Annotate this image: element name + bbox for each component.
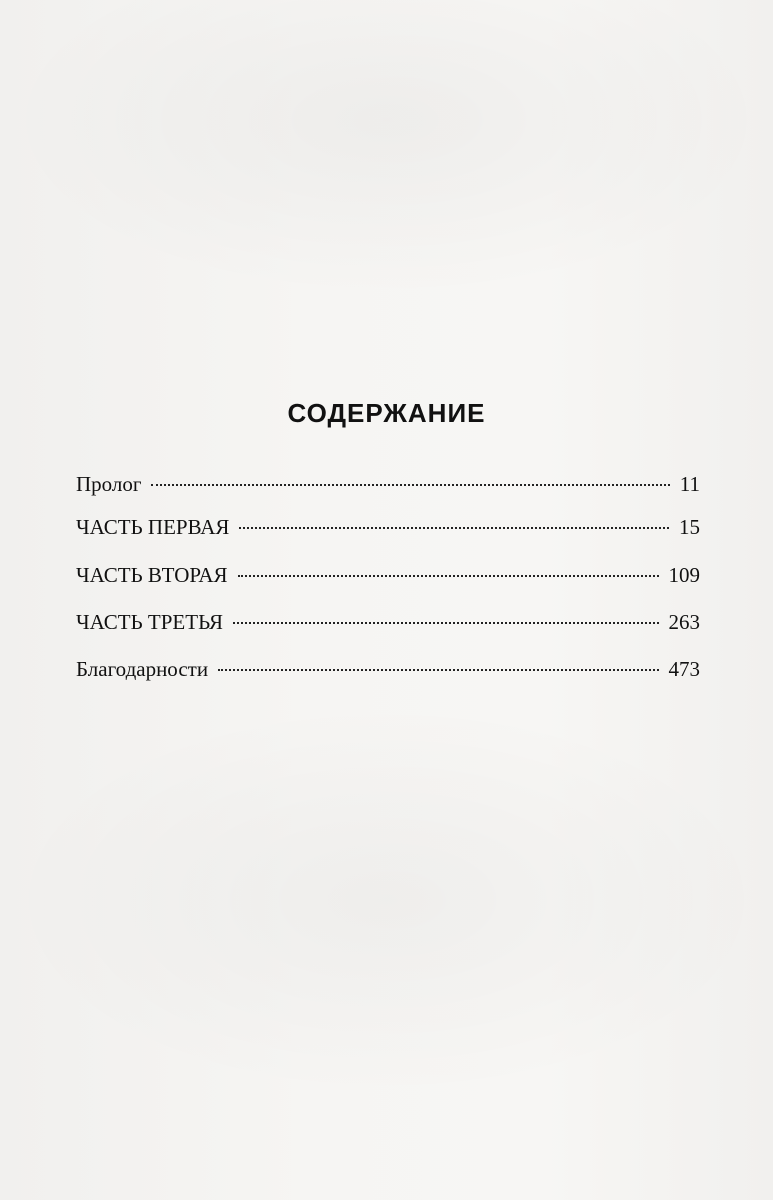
toc-entry-part-two	[76, 563, 700, 588]
dot-leader	[218, 669, 658, 671]
toc-entry-prologue	[76, 472, 700, 497]
bleed-through-top	[0, 0, 773, 300]
dot-leader	[151, 484, 669, 486]
toc-entry-page: 11	[679, 472, 700, 496]
toc-entry-label: Пролог	[76, 472, 142, 496]
dot-leader	[238, 575, 659, 577]
toc-entry-page: 473	[668, 657, 700, 681]
dot-leader	[239, 527, 669, 529]
toc-entry-part-three	[76, 610, 700, 635]
toc-entry-label: ЧАСТЬ ПЕРВАЯ	[76, 515, 230, 539]
toc-entry-acknowledgements	[76, 657, 700, 682]
dot-leader	[233, 622, 658, 624]
toc-entry-part-one	[76, 515, 700, 540]
toc-entry-page: 15	[679, 515, 700, 539]
toc-entry-page: 109	[668, 563, 700, 587]
toc-entry-label: ЧАСТЬ ТРЕТЬЯ	[76, 610, 224, 634]
toc-entry-page: 263	[668, 610, 700, 634]
toc-entry-label: ЧАСТЬ ВТОРАЯ	[76, 563, 228, 587]
bleed-through-bottom	[0, 700, 773, 1100]
toc-entry-label: Благодарности	[76, 657, 209, 681]
toc-title: СОДЕРЖАНИЕ	[287, 398, 486, 428]
